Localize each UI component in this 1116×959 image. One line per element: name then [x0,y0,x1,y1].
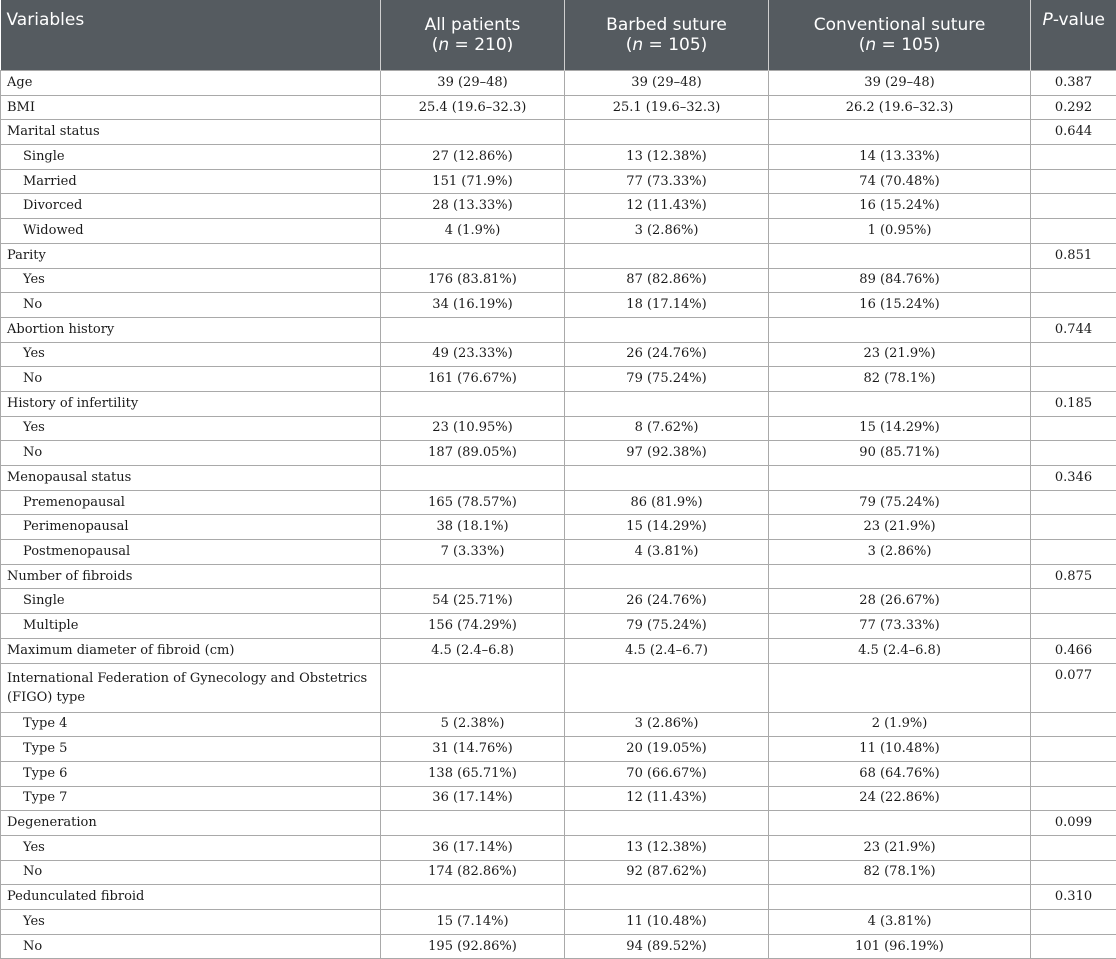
row-barbed-suture-cell: 92 (87.62%) [565,860,769,885]
row-barbed-suture-cell: 12 (11.43%) [565,786,769,811]
row-variable-cell: No [1,441,381,466]
row-variable-cell: Multiple [1,614,381,639]
row-barbed-suture-cell [565,243,769,268]
table-row [1,712,1116,737]
row-conventional-suture-cell: 2 (1.9%) [769,712,1031,737]
row-p-value-cell: 0.466 [1031,638,1116,663]
table-body [1,71,1116,959]
row-conventional-suture-cell: 23 (21.9%) [769,515,1031,540]
row-barbed-suture-cell: 12 (11.43%) [565,194,769,219]
row-barbed-suture-cell: 15 (14.29%) [565,515,769,540]
table-row [1,540,1116,565]
row-all-patients-cell: 39 (29–48) [381,71,565,96]
row-p-value-cell [1031,910,1116,935]
table-row [1,737,1116,762]
row-p-value-cell [1031,441,1116,466]
row-variable-cell: Yes [1,416,381,441]
row-conventional-suture-cell: 26.2 (19.6–32.3) [769,95,1031,120]
row-variable-cell: Maximum diameter of fibroid (cm) [1,638,381,663]
table-row [1,466,1116,491]
row-variable-cell: Divorced [1,194,381,219]
row-p-value-cell [1031,342,1116,367]
row-conventional-suture-cell: 28 (26.67%) [769,589,1031,614]
row-all-patients-cell: 38 (18.1%) [381,515,565,540]
row-barbed-suture-cell: 77 (73.33%) [565,169,769,194]
row-p-value-cell: 0.185 [1031,391,1116,416]
row-all-patients-cell [381,885,565,910]
row-variable-cell: Married [1,169,381,194]
row-variable-cell: Abortion history [1,317,381,342]
row-all-patients-cell: 34 (16.19%) [381,293,565,318]
row-variable-cell: Pedunculated fibroid [1,885,381,910]
row-p-value-cell [1031,712,1116,737]
row-variable-cell: Type 6 [1,761,381,786]
row-conventional-suture-cell: 79 (75.24%) [769,490,1031,515]
row-conventional-suture-cell [769,564,1031,589]
header-conventional-n: (n = 105) [769,35,1030,55]
table-row [1,490,1116,515]
table-row [1,120,1116,145]
row-p-value-cell [1031,293,1116,318]
row-variable-cell: International Federation of Gynecology and Obstetrics (FIGO) type [1,663,381,712]
table-row [1,786,1116,811]
row-barbed-suture-cell: 26 (24.76%) [565,589,769,614]
table-row [1,219,1116,244]
row-p-value-cell [1031,490,1116,515]
table-row [1,515,1116,540]
row-conventional-suture-cell: 15 (14.29%) [769,416,1031,441]
row-all-patients-cell: 27 (12.86%) [381,145,565,170]
header-p-rest: -value [1053,10,1105,30]
table-row [1,761,1116,786]
row-barbed-suture-cell: 3 (2.86%) [565,219,769,244]
table-row [1,367,1116,392]
row-all-patients-cell [381,243,565,268]
row-barbed-suture-cell: 13 (12.38%) [565,835,769,860]
row-all-patients-cell [381,466,565,491]
row-variable-cell: BMI [1,95,381,120]
table-row [1,934,1116,959]
row-conventional-suture-cell: 23 (21.9%) [769,835,1031,860]
table-row [1,835,1116,860]
table-row [1,342,1116,367]
row-p-value-cell [1031,268,1116,293]
row-variable-cell: Age [1,71,381,96]
row-conventional-suture-cell: 24 (22.86%) [769,786,1031,811]
table-row [1,614,1116,639]
table-row [1,663,1116,712]
header-barbed-n: (n = 105) [565,35,768,55]
row-conventional-suture-cell [769,466,1031,491]
row-barbed-suture-cell: 86 (81.9%) [565,490,769,515]
row-all-patients-cell: 23 (10.95%) [381,416,565,441]
table-row [1,293,1116,318]
row-conventional-suture-cell: 39 (29–48) [769,71,1031,96]
row-all-patients-cell: 49 (23.33%) [381,342,565,367]
row-barbed-suture-cell [565,317,769,342]
row-all-patients-cell: 4.5 (2.4–6.8) [381,638,565,663]
row-variable-cell: No [1,293,381,318]
row-all-patients-cell [381,120,565,145]
row-variable-cell: Single [1,145,381,170]
row-p-value-cell [1031,416,1116,441]
row-variable-cell: Type 5 [1,737,381,762]
row-variable-cell: Yes [1,268,381,293]
row-conventional-suture-cell: 16 (15.24%) [769,293,1031,318]
row-conventional-suture-cell [769,811,1031,836]
row-barbed-suture-cell [565,391,769,416]
row-all-patients-cell: 36 (17.14%) [381,835,565,860]
header-barbed-suture [565,0,769,71]
row-p-value-cell [1031,737,1116,762]
row-p-value-cell [1031,145,1116,170]
row-all-patients-cell: 5 (2.38%) [381,712,565,737]
row-conventional-suture-cell: 3 (2.86%) [769,540,1031,565]
row-all-patients-cell: 36 (17.14%) [381,786,565,811]
row-barbed-suture-cell [565,564,769,589]
header-all-patients [381,0,565,71]
row-conventional-suture-cell [769,243,1031,268]
row-conventional-suture-cell: 90 (85.71%) [769,441,1031,466]
row-variable-cell: Degeneration [1,811,381,836]
header-conventional-suture [769,0,1031,71]
row-all-patients-cell: 151 (71.9%) [381,169,565,194]
row-p-value-cell [1031,835,1116,860]
row-barbed-suture-cell [565,885,769,910]
row-conventional-suture-cell: 82 (78.1%) [769,367,1031,392]
row-p-value-cell [1031,169,1116,194]
row-variable-cell: Single [1,589,381,614]
row-conventional-suture-cell: 101 (96.19%) [769,934,1031,959]
row-all-patients-cell [381,391,565,416]
row-variable-cell: Perimenopausal [1,515,381,540]
header-variables: Variables [1,0,381,71]
table-row [1,268,1116,293]
row-all-patients-cell: 138 (65.71%) [381,761,565,786]
row-conventional-suture-cell: 4 (3.81%) [769,910,1031,935]
row-conventional-suture-cell [769,120,1031,145]
row-barbed-suture-cell: 25.1 (19.6–32.3) [565,95,769,120]
row-barbed-suture-cell: 26 (24.76%) [565,342,769,367]
row-p-value-cell: 0.387 [1031,71,1116,96]
row-variable-cell: Widowed [1,219,381,244]
row-variable-cell: Type 7 [1,786,381,811]
row-all-patients-cell: 195 (92.86%) [381,934,565,959]
row-p-value-cell [1031,761,1116,786]
row-variable-cell: Yes [1,342,381,367]
row-variable-cell: No [1,934,381,959]
row-barbed-suture-cell: 3 (2.86%) [565,712,769,737]
row-p-value-cell [1031,786,1116,811]
table-row [1,169,1116,194]
table-row [1,441,1116,466]
row-barbed-suture-cell: 8 (7.62%) [565,416,769,441]
row-variable-cell: Menopausal status [1,466,381,491]
row-variable-cell: Premenopausal [1,490,381,515]
header-barbed-n-value: = 105) [649,35,708,55]
header-p-value [1031,0,1116,71]
row-all-patients-cell: 25.4 (19.6–32.3) [381,95,565,120]
row-all-patients-cell: 156 (74.29%) [381,614,565,639]
table-row [1,145,1116,170]
row-conventional-suture-cell: 23 (21.9%) [769,342,1031,367]
row-barbed-suture-cell [565,466,769,491]
header-row [1,0,1116,71]
header-p-italic: P [1043,10,1053,30]
row-barbed-suture-cell [565,811,769,836]
row-barbed-suture-cell: 79 (75.24%) [565,367,769,392]
row-all-patients-cell: 4 (1.9%) [381,219,565,244]
row-conventional-suture-cell [769,663,1031,712]
row-p-value-cell [1031,367,1116,392]
row-barbed-suture-cell: 94 (89.52%) [565,934,769,959]
row-all-patients-cell [381,317,565,342]
row-conventional-suture-cell: 14 (13.33%) [769,145,1031,170]
table-row [1,243,1116,268]
header-barbed-label: Barbed suture [606,15,727,35]
table-row [1,95,1116,120]
row-p-value-cell [1031,219,1116,244]
row-conventional-suture-cell [769,391,1031,416]
table-row [1,317,1116,342]
row-variable-cell: No [1,367,381,392]
header-conventional-n-value: = 105) [882,35,941,55]
row-barbed-suture-cell: 4.5 (2.4–6.7) [565,638,769,663]
row-conventional-suture-cell: 1 (0.95%) [769,219,1031,244]
table-header [1,0,1116,71]
row-conventional-suture-cell [769,885,1031,910]
row-all-patients-cell: 54 (25.71%) [381,589,565,614]
row-p-value-cell [1031,934,1116,959]
row-variable-cell: Number of fibroids [1,564,381,589]
row-all-patients-cell [381,811,565,836]
row-barbed-suture-cell: 70 (66.67%) [565,761,769,786]
row-conventional-suture-cell: 16 (15.24%) [769,194,1031,219]
row-p-value-cell [1031,589,1116,614]
row-conventional-suture-cell: 89 (84.76%) [769,268,1031,293]
row-variable-cell: Type 4 [1,712,381,737]
row-all-patients-cell: 7 (3.33%) [381,540,565,565]
row-barbed-suture-cell: 4 (3.81%) [565,540,769,565]
row-variable-cell: History of infertility [1,391,381,416]
row-p-value-cell: 0.744 [1031,317,1116,342]
table-row [1,860,1116,885]
table-row [1,194,1116,219]
table-row [1,71,1116,96]
header-all-n-value: = 210) [455,35,514,55]
row-barbed-suture-cell: 79 (75.24%) [565,614,769,639]
row-variable-cell: Postmenopausal [1,540,381,565]
row-variable-cell: Yes [1,910,381,935]
row-all-patients-cell: 187 (89.05%) [381,441,565,466]
header-conventional-label: Conventional suture [814,15,986,35]
header-all-patients-n: (n = 210) [381,35,564,55]
row-p-value-cell: 0.099 [1031,811,1116,836]
row-p-value-cell: 0.077 [1031,663,1116,712]
row-variable-cell: Parity [1,243,381,268]
row-variable-cell: Marital status [1,120,381,145]
row-p-value-cell: 0.875 [1031,564,1116,589]
row-all-patients-cell: 165 (78.57%) [381,490,565,515]
row-p-value-cell: 0.310 [1031,885,1116,910]
row-p-value-cell: 0.851 [1031,243,1116,268]
header-all-patients-label: All patients [425,15,521,35]
row-p-value-cell: 0.346 [1031,466,1116,491]
row-p-value-cell: 0.292 [1031,95,1116,120]
row-p-value-cell [1031,540,1116,565]
row-conventional-suture-cell: 68 (64.76%) [769,761,1031,786]
table-row [1,811,1116,836]
row-all-patients-cell [381,663,565,712]
row-conventional-suture-cell [769,317,1031,342]
row-p-value-cell [1031,194,1116,219]
row-barbed-suture-cell [565,663,769,712]
row-all-patients-cell: 31 (14.76%) [381,737,565,762]
table-row [1,416,1116,441]
row-all-patients-cell: 176 (83.81%) [381,268,565,293]
table-row [1,589,1116,614]
row-conventional-suture-cell: 82 (78.1%) [769,860,1031,885]
row-p-value-cell [1031,860,1116,885]
table-row [1,910,1116,935]
row-barbed-suture-cell: 18 (17.14%) [565,293,769,318]
row-all-patients-cell: 28 (13.33%) [381,194,565,219]
row-barbed-suture-cell: 11 (10.48%) [565,910,769,935]
row-conventional-suture-cell: 4.5 (2.4–6.8) [769,638,1031,663]
table-row [1,885,1116,910]
row-p-value-cell [1031,515,1116,540]
row-barbed-suture-cell [565,120,769,145]
table-row [1,391,1116,416]
row-all-patients-cell: 15 (7.14%) [381,910,565,935]
row-barbed-suture-cell: 97 (92.38%) [565,441,769,466]
row-variable-cell: No [1,860,381,885]
row-barbed-suture-cell: 13 (12.38%) [565,145,769,170]
row-all-patients-cell: 174 (82.86%) [381,860,565,885]
row-conventional-suture-cell: 77 (73.33%) [769,614,1031,639]
row-conventional-suture-cell: 11 (10.48%) [769,737,1031,762]
row-barbed-suture-cell: 39 (29–48) [565,71,769,96]
row-variable-cell: Yes [1,835,381,860]
row-all-patients-cell: 161 (76.67%) [381,367,565,392]
row-conventional-suture-cell: 74 (70.48%) [769,169,1031,194]
table-row [1,638,1116,663]
row-barbed-suture-cell: 87 (82.86%) [565,268,769,293]
row-barbed-suture-cell: 20 (19.05%) [565,737,769,762]
row-p-value-cell: 0.644 [1031,120,1116,145]
row-p-value-cell [1031,614,1116,639]
row-all-patients-cell [381,564,565,589]
table-row [1,564,1116,589]
